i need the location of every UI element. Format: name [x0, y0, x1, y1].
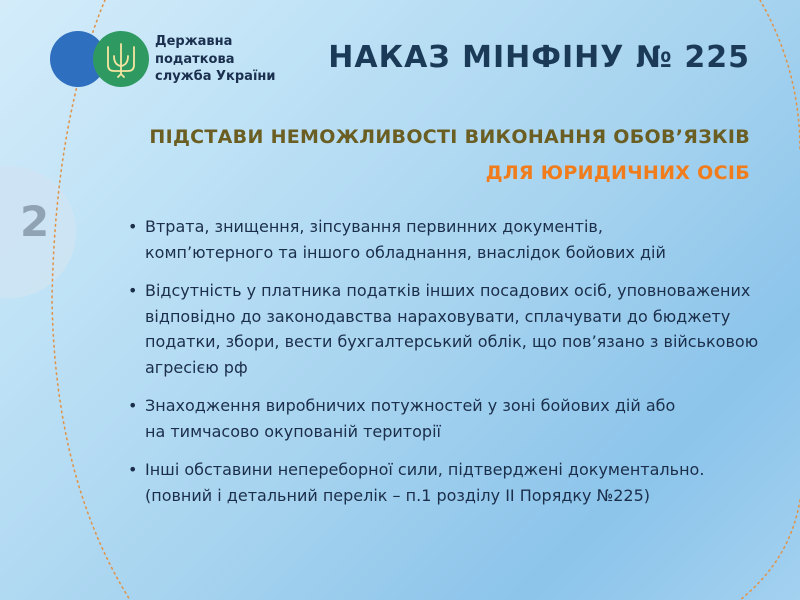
- subtitle-line-1: ПІДСТАВИ НЕМОЖЛИВОСТІ ВИКОНАННЯ ОБОВ’ЯЗКІВ: [149, 126, 750, 148]
- list-item: [128, 214, 778, 265]
- list-item-line: податки, збори, вести бухгалтерський облік, що пов’язано з військовою: [145, 332, 759, 351]
- dotted-arc-right: [760, 0, 800, 150]
- list-item-line: комп’ютерного та іншого обладнання, внаслідок бойових дій: [145, 242, 666, 262]
- list-item-line: • Втрата, знищення, зіпсування первинних документів,: [145, 217, 603, 236]
- list-item: [128, 278, 778, 380]
- org-name-line: Державна: [155, 34, 233, 49]
- dotted-arc-left: [52, 0, 130, 600]
- list-item: [128, 393, 778, 444]
- page-number: 2: [20, 197, 50, 246]
- org-name-line: служба України: [155, 69, 276, 84]
- list-item-line: агресією рф: [145, 357, 248, 377]
- list-item-line: (повний і детальний перелік – п.1 розділу II Порядку №225): [145, 485, 651, 505]
- subtitle-line-2: ДЛЯ ЮРИДИЧНИХ ОСІБ: [485, 162, 750, 184]
- list-item-line: • Знаходження виробничих потужностей у зоні бойових дій або: [145, 396, 676, 415]
- list-item: [128, 457, 778, 508]
- list-item-line: • Відсутність у платника податків інших посадових осіб, уповноважених: [145, 281, 751, 300]
- list-item-line: • Інші обставини непереборної сили, підтверджені документально.: [145, 460, 705, 479]
- list-item-line: на тимчасово окупованій території: [145, 421, 441, 441]
- org-name: [155, 33, 305, 86]
- tax-service-logo: [50, 30, 150, 88]
- page-title: НАКАЗ МІНФІНУ № 225: [328, 40, 750, 75]
- org-name-line: податкова: [155, 51, 235, 67]
- list-item-line: відповідно до законодавства нараховувати, сплачувати до бюджету: [145, 306, 731, 326]
- bullet-list: [128, 214, 778, 521]
